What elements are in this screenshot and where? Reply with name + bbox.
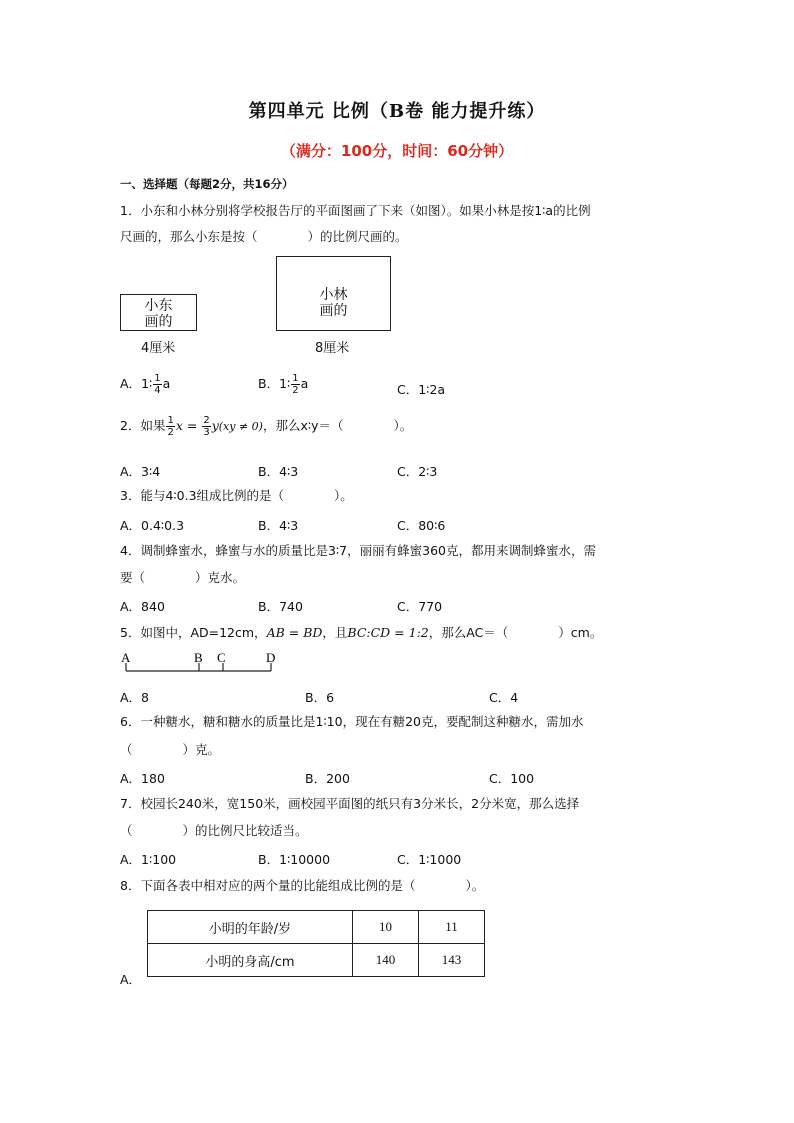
table-row [148,911,485,944]
q6-option-c[interactable]: C．100 [489,771,535,786]
q6-option-b[interactable]: B．200 [305,771,350,786]
q4-option-a[interactable]: A．840 [120,599,165,614]
q5-text: 5．如图中，AD=12cm，AB = BD，且BC:CD = 1:2，那么AC＝（ ）cm。 [120,625,603,640]
page-title: 第四单元 比例（B卷 能力提升练） [248,101,546,122]
table-row [148,944,485,977]
q5-option-c[interactable]: C．4 [489,690,519,705]
q5-label-b: B [194,650,203,665]
table-cell: 小明的年龄/岁 [148,911,353,944]
q2-option-b[interactable]: B．4∶3 [258,464,299,479]
q6-line2: （ ）克。 [120,742,221,757]
q8-text: 8．下面各表中相对应的两个量的比能组成比例的是（ ）。 [120,878,485,893]
table-cell: 小明的身高/cm [148,944,353,977]
q4-line1: 4．调制蜂蜜水，蜂蜜与水的质量比是3∶7，丽丽有蜂蜜360克，都用来调制蜂蜜水，需 [120,543,596,558]
q5-label-a: A [121,650,131,665]
q7-option-a[interactable]: A．1∶100 [120,852,177,867]
q8-table [147,910,485,977]
table-cell: 143 [419,944,485,977]
q7-option-c[interactable]: C．1∶1000 [397,852,462,867]
q1-line1: 1．小东和小林分别将学校报告厅的平面图画了下来（如图）。如果小林是按1∶a的比例 [120,203,591,218]
q8-option-a[interactable]: A． [120,972,142,987]
table-cell: 11 [419,911,485,944]
q1-big-box-label: 小林 画的 [319,287,348,319]
q2-option-c[interactable]: C．2∶3 [397,464,438,479]
q7-option-b[interactable]: B．1∶10000 [258,852,331,867]
q1-line2: 尺画的，那么小东是按（ ）的比例尺画的。 [120,229,408,244]
q6-option-a[interactable]: A．180 [120,771,165,786]
q1-option-c[interactable]: C．1∶2a [397,382,446,397]
q1-small-box-label: 小东 画的 [144,298,173,330]
page-subtitle: （满分：100分，时间：60分钟） [280,142,514,160]
q1-big-caption: 8厘米 [315,341,350,356]
q5-segment-diagram [118,649,288,677]
q3-text: 3．能与4∶0.3组成比例的是（ ）。 [120,488,353,503]
q2-text: 2．如果 $\frac{1}{2}$ x = $\frac{2}{3}$ y(xy ≠ 0)，那么x∶y＝（ ）。 [120,415,413,438]
q1-option-a[interactable]: A．1∶ $\frac{1}{4}$ a [120,373,171,396]
q3-option-a[interactable]: A．0.4∶0.3 [120,518,185,533]
q4-option-b[interactable]: B．740 [258,599,303,614]
q5-label-c: C [217,650,226,665]
q7-line2: （ ）的比例尺比较适当。 [120,823,308,838]
q5-option-b[interactable]: B．6 [305,690,335,705]
q7-line1: 7．校园长240米，宽150米，画校园平面图的纸只有3分米长，2分米宽，那么选择 [120,796,580,811]
q1-option-b[interactable]: B．1∶ $\frac{1}{2}$ a [258,373,309,396]
q4-line2: 要（ ）克水。 [120,570,246,585]
q3-option-b[interactable]: B．4∶3 [258,518,299,533]
q3-option-c[interactable]: C．80∶6 [397,518,446,533]
q4-option-c[interactable]: C．770 [397,599,443,614]
q2-option-a[interactable]: A．3∶4 [120,464,161,479]
section-heading: 一、选择题（每题2分，共16分） [120,177,294,191]
table-cell: 140 [353,944,419,977]
q5-option-a[interactable]: A．8 [120,690,150,705]
q1-small-caption: 4厘米 [141,341,176,356]
table-cell: 10 [353,911,419,944]
q6-line1: 6．一种糖水，糖和糖水的质量比是1∶10，现在有糖20克，要配制这种糖水，需加水 [120,714,584,729]
q5-label-d: D [266,650,276,665]
